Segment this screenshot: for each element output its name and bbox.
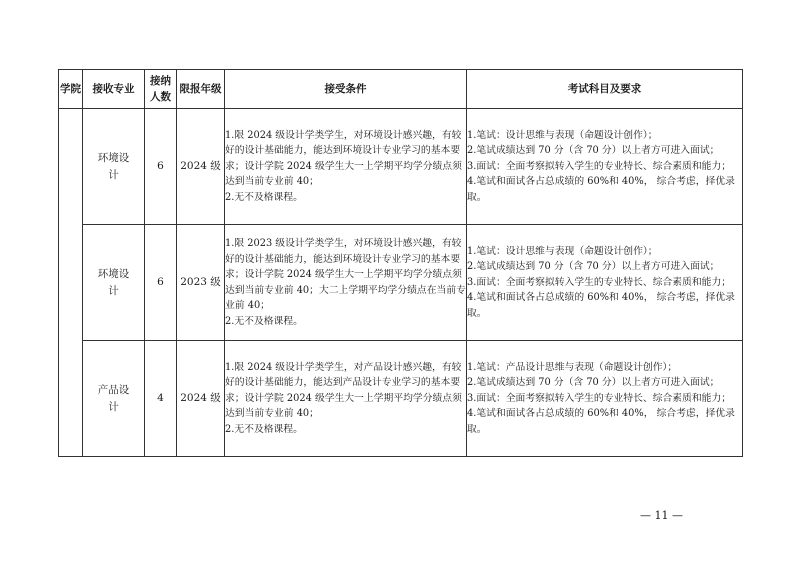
major-text: 环境设计 <box>97 151 130 181</box>
table-row <box>59 225 743 341</box>
exam-line: 2.笔试成绩达到 70 分（含 70 分）以上者方可进入面试； <box>467 377 720 389</box>
quota-cell: 6 <box>145 109 177 225</box>
major-text: 产品设计 <box>97 383 130 413</box>
exam-line: 4.笔试和面试各占总成绩的 60%和 40%， 综合考虑，择优录取。 <box>467 408 735 435</box>
header-quota: 接纳人数 <box>145 70 177 109</box>
exam-line: 1.笔试：设计思维与表现（命题设计创作）； <box>467 129 658 141</box>
header-major: 接收专业 <box>83 70 145 109</box>
quota-cell: 4 <box>145 341 177 457</box>
exam-line: 1.笔试：设计思维与表现（命题设计创作）； <box>467 245 658 257</box>
exam-line: 3.面试：全面考察拟转入学生的专业特长、综合素质和能力； <box>467 160 732 172</box>
exam-cell <box>467 341 743 457</box>
major-text: 环境设计 <box>97 267 130 297</box>
exam-line: 3.面试：全面考察拟转入学生的专业特长、综合素质和能力； <box>467 392 732 404</box>
page-number: — 11 — <box>640 509 683 522</box>
condition-line: 2.无不及格课程。 <box>225 191 303 203</box>
exam-line: 4.笔试和面试各占总成绩的 60%和 40%， 综合考虑，择优录取。 <box>467 292 735 319</box>
exam-line: 3.面试：全面考察拟转入学生的专业特长、综合素质和能力； <box>467 276 732 288</box>
condition-line: 1.限 2024 级设计学类学生，对产品设计感兴趣，有较好的设计基础能力，能达到产品设计专业学习的基本要求；设计学院 2024 级学生大一上学期平均学分绩点须达到当前专业前 40； <box>225 361 462 420</box>
exam-line: 2.笔试成绩达到 70 分（含 70 分）以上者方可进入面试； <box>467 261 720 273</box>
header-exam: 考试科目及要求 <box>467 70 743 109</box>
grade-cell: 2024 级 <box>177 109 225 225</box>
major-cell <box>83 341 145 457</box>
header-conditions: 接受条件 <box>225 70 467 109</box>
major-cell <box>83 225 145 341</box>
condition-line: 1.限 2023 级设计学类学生，对环境设计感兴趣，有较好的设计基础能力，能达到环境设计专业学习的基本要求；设计学院 2024 级学生大一上学期平均学分绩点须达到当前专业前 40；大二上学期平均学分绩点在当前专业前 40； <box>225 238 466 311</box>
condition-line: 2.无不及格课程。 <box>225 423 303 435</box>
exam-line: 1.笔试：产品设计思维与表现（命题设计创作）； <box>467 361 678 373</box>
conditions-cell <box>225 341 467 457</box>
college-cell <box>59 109 83 457</box>
conditions-cell <box>225 225 467 341</box>
condition-line: 2.无不及格课程。 <box>225 315 303 327</box>
major-cell <box>83 109 145 225</box>
exam-cell <box>467 225 743 341</box>
exam-line: 4.笔试和面试各占总成绩的 60%和 40%， 综合考虑，择优录取。 <box>467 176 735 203</box>
table-row <box>59 109 743 225</box>
quota-cell: 6 <box>145 225 177 341</box>
transfer-admission-table <box>58 69 743 457</box>
condition-line: 1.限 2024 级设计学类学生，对环境设计感兴趣，有较好的设计基础能力，能达到环境设计专业学习的基本要求；设计学院 2024 级学生大一上学期平均学分绩点须达到当前专业前 40； <box>225 129 462 188</box>
conditions-cell <box>225 109 467 225</box>
grade-cell: 2023 级 <box>177 225 225 341</box>
table-header-row <box>59 70 743 109</box>
exam-cell <box>467 109 743 225</box>
exam-line: 2.笔试成绩达到 70 分（含 70 分）以上者方可进入面试； <box>467 145 720 157</box>
header-grade: 限报年级 <box>177 70 225 109</box>
grade-cell: 2024 级 <box>177 341 225 457</box>
header-college: 学院 <box>59 70 83 109</box>
table-row <box>59 341 743 457</box>
